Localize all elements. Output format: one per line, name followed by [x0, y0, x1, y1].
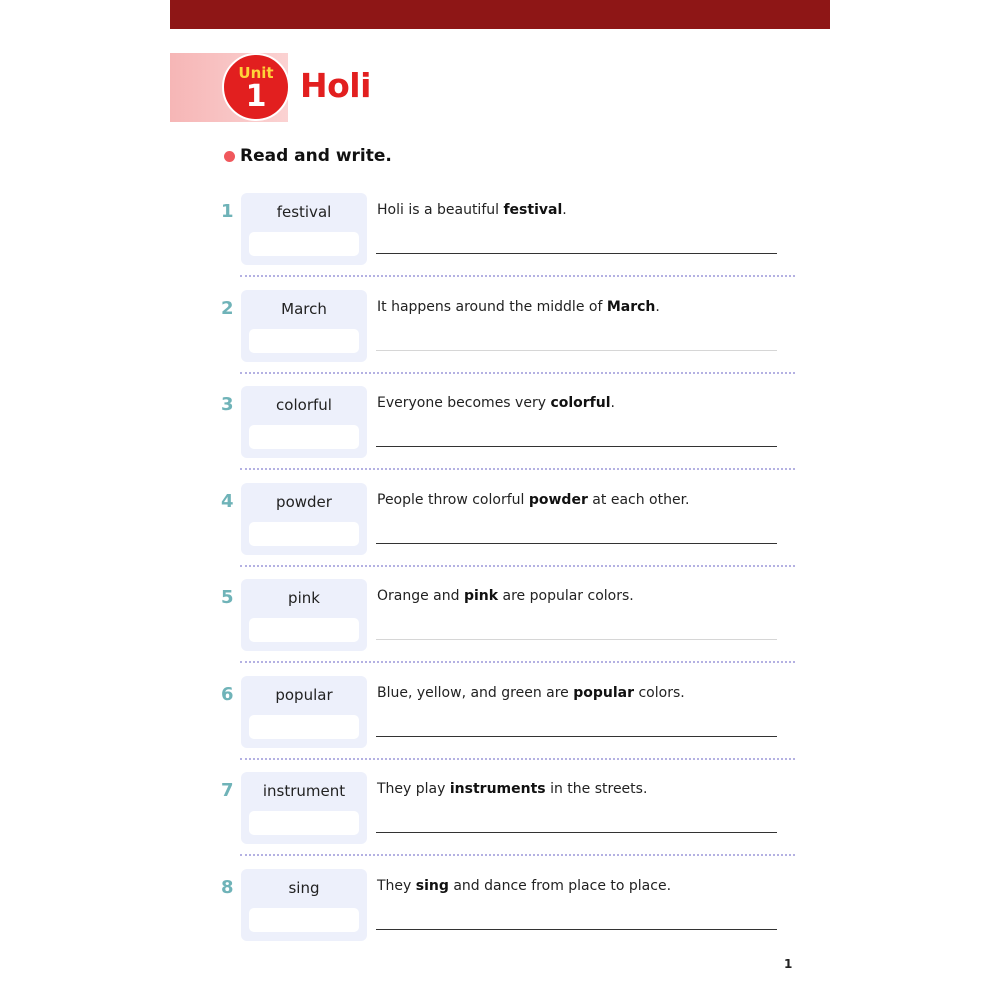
word-write-box[interactable] [249, 715, 359, 739]
word-write-box[interactable] [249, 908, 359, 932]
vocab-word: colorful [276, 396, 332, 414]
sentence-end: in the streets. [545, 781, 648, 797]
vocab-word: popular [275, 685, 333, 704]
sentence-end: colors. [634, 684, 685, 701]
sentence-start: They [377, 877, 416, 894]
sentence-start: Blue, yellow, and green are [377, 684, 574, 701]
vocab-word: festival [276, 203, 332, 221]
sentence-end: and dance from place to place. [448, 877, 672, 894]
dotted-divider [240, 468, 795, 470]
example-sentence [377, 492, 690, 508]
sentence-keyword: festival [503, 202, 563, 218]
sentence-start: People throw colorful [377, 491, 529, 508]
unit-title: Holi [300, 66, 371, 105]
writing-line[interactable] [376, 639, 777, 640]
vocab-word-card [241, 676, 367, 748]
item-number: 1 [221, 201, 234, 222]
exercise-row [0, 579, 1000, 675]
vocab-word-card [241, 483, 367, 555]
sentence-start: Orange and [377, 588, 464, 604]
unit-badge [222, 53, 290, 121]
vocab-word-card [241, 869, 367, 941]
item-number: 8 [221, 876, 234, 898]
writing-line[interactable] [376, 446, 777, 447]
word-write-box[interactable] [249, 232, 359, 256]
example-sentence [377, 781, 647, 797]
word-write-box[interactable] [249, 329, 359, 353]
writing-line[interactable] [376, 736, 777, 737]
writing-line[interactable] [376, 350, 777, 351]
sentence-start: It happens around the middle of [377, 298, 607, 315]
dotted-divider [240, 372, 795, 374]
example-sentence [377, 878, 671, 894]
exercise-row [0, 869, 1000, 965]
exercise-row [0, 193, 1000, 289]
sentence-keyword: pink [463, 588, 499, 604]
example-sentence [377, 299, 660, 315]
page-number: 1 [784, 957, 793, 971]
dotted-divider [240, 565, 795, 567]
sentence-keyword: March [606, 298, 656, 315]
sentence-start: Holi is a beautiful [377, 202, 504, 218]
word-write-box[interactable] [249, 811, 359, 835]
item-number: 6 [221, 683, 234, 705]
item-number: 7 [221, 780, 234, 801]
word-write-box[interactable] [249, 618, 359, 642]
writing-line[interactable] [376, 253, 777, 254]
item-number: 5 [221, 587, 234, 608]
sentence-keyword: instruments [449, 781, 546, 797]
instruction-heading: Read and write. [240, 146, 392, 166]
sentence-keyword: colorful [550, 395, 611, 411]
dotted-divider [240, 661, 795, 663]
unit-label: Unit [238, 64, 274, 82]
dotted-divider [240, 854, 795, 856]
exercise-row [0, 676, 1000, 772]
writing-line[interactable] [376, 543, 777, 544]
sentence-end: . [562, 202, 567, 218]
vocab-word-card [241, 193, 367, 265]
sentence-keyword: popular [573, 684, 635, 701]
exercise-row [0, 483, 1000, 579]
exercise-row [0, 772, 1000, 868]
bullet-dot-icon [224, 151, 235, 162]
sentence-start: Everyone becomes very [377, 395, 551, 411]
writing-line[interactable] [376, 929, 777, 930]
sentence-start: They play [377, 781, 450, 797]
vocab-word: powder [276, 492, 332, 511]
vocab-word-card [241, 772, 367, 844]
vocab-word: instrument [262, 782, 346, 800]
example-sentence [377, 685, 685, 701]
exercise-row [0, 290, 1000, 386]
sentence-keyword: sing [415, 877, 449, 894]
item-number: 3 [221, 394, 234, 415]
sentence-end: at each other. [587, 491, 690, 508]
vocab-word: pink [288, 589, 320, 607]
example-sentence [377, 588, 634, 604]
example-sentence [377, 202, 567, 218]
sentence-end: . [655, 298, 660, 315]
word-write-box[interactable] [249, 425, 359, 449]
vocab-word-card [241, 579, 367, 651]
vocab-word: sing [288, 878, 320, 897]
dotted-divider [240, 758, 795, 760]
exercise-row [0, 386, 1000, 482]
sentence-end: are popular colors. [498, 588, 634, 604]
item-number: 4 [221, 490, 234, 512]
example-sentence [377, 395, 615, 411]
item-number: 2 [221, 297, 234, 319]
dotted-divider [240, 275, 795, 277]
vocab-word: March [281, 299, 327, 318]
word-write-box[interactable] [249, 522, 359, 546]
writing-line[interactable] [376, 832, 777, 833]
vocab-word-card [241, 386, 367, 458]
top-color-bar [170, 0, 830, 29]
sentence-keyword: powder [528, 491, 588, 508]
unit-number: 1 [245, 79, 267, 114]
vocab-word-card [241, 290, 367, 362]
sentence-end: . [610, 395, 615, 411]
